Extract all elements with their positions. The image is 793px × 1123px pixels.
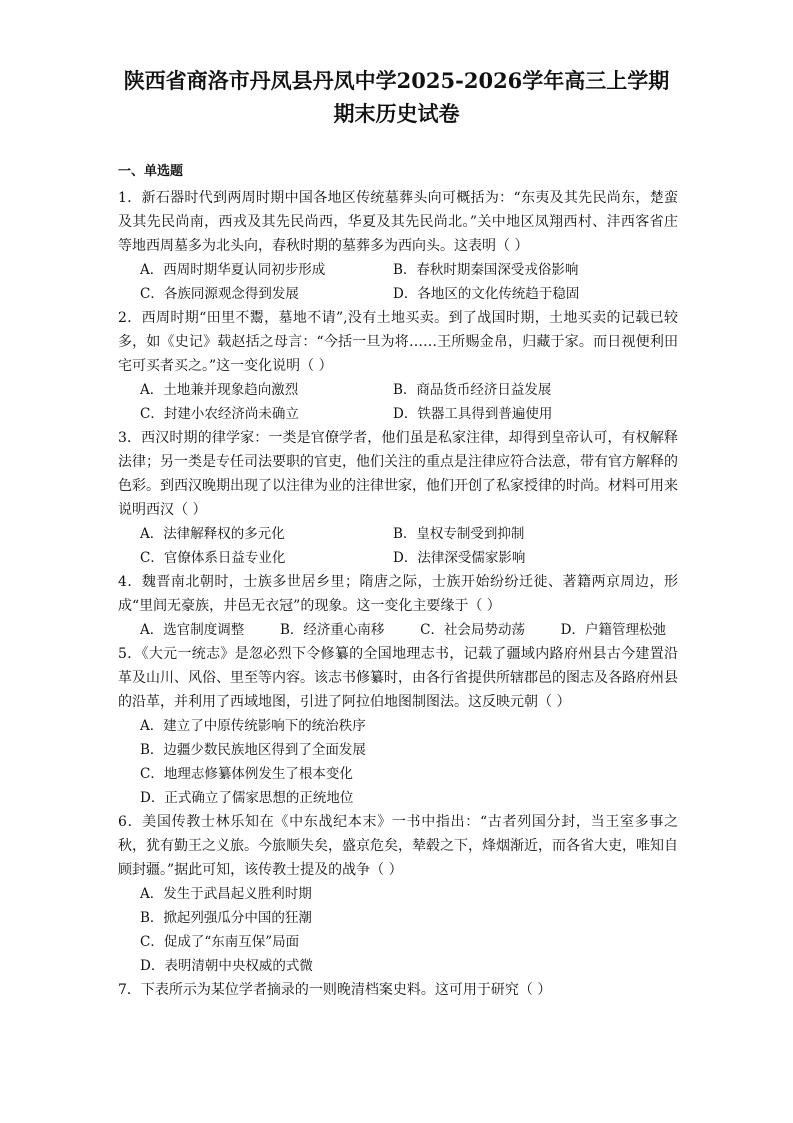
option-c[interactable]: C．官僚体系日益专业化 [140,550,286,566]
option-b[interactable]: B．经济重心南移 [279,622,385,638]
section-heading: 一、单选题 [118,164,184,179]
question-3 [118,426,678,570]
option-d[interactable]: D．铁器工具得到普遍使用 [393,406,553,422]
option-d[interactable]: D．户籍管理松弛 [560,622,666,638]
question-5 [118,642,678,810]
question-options [140,714,678,810]
question-options [140,378,678,426]
option-b[interactable]: B．皇权专制受到抑制 [393,526,525,542]
option-d[interactable]: D．各地区的文化传统趋于稳固 [393,286,580,302]
question-4 [118,570,678,642]
option-b[interactable]: B．商品货币经济日益发展 [393,382,552,398]
option-b[interactable]: B．边疆少数民族地区得到了全面发展 [140,742,366,758]
option-d[interactable]: D．法律深受儒家影响 [393,550,526,566]
option-c[interactable]: C．封建小农经济尚未确立 [140,406,299,422]
option-c[interactable]: C．促成了“东南互保”局面 [140,934,300,950]
option-c[interactable]: C．社会局势动荡 [420,622,525,638]
title-line-1: 陕西省商洛市丹凤县丹凤中学2025-2026学年高三上学期 [123,68,670,93]
question-options [140,258,678,306]
option-a[interactable]: A．西周时期华夏认同初步形成 [140,262,326,278]
option-a[interactable]: A．选官制度调整 [140,622,245,638]
question-stem: 5．《大元一统志》是忽必烈下令修纂的全国地理志书，记载了疆域内路府州县古今建置沿革及山川、风俗、里至等内容。该志书修纂时，由各行省提供所辖郡邑的图志及各路府州县的沿革，并利用了西域地图，引进了阿拉伯地图制图法。这反映元朝（ ） [118,646,678,710]
option-a[interactable]: A．发生于武昌起义胜利时期 [140,886,312,902]
question-stem: 3．西汉时期的律学家：一类是官僚学者，他们虽是私家注律，却得到皇帝认可，有权解释法律；另一类是专任司法要职的官吏，他们关注的重点是注律应符合法意，带有官方解释的色彩。到西汉晚期出现了以注律为业的注律世家，他们开创了私家授律的时尚。材料可用来说明西汉（ ） [118,430,678,518]
question-list [118,186,678,1002]
question-options [140,882,678,978]
question-stem: 7．下表所示为某位学者摘录的一则晚清档案史料。这可用于研究（ ） [118,982,552,998]
option-c[interactable]: C．各族同源观念得到发展 [140,286,299,302]
option-d[interactable]: D．正式确立了儒家思想的正统地位 [140,790,354,806]
title-line-2: 期末历史试卷 [333,101,460,126]
option-a[interactable]: A．土地兼并现象趋向激烈 [140,382,299,398]
question-options [140,618,666,642]
question-stem: 4．魏晋南北朝时，士族多世居乡里；隋唐之际，士族开始纷纷迁徙、著籍两京周边，形成“里闾无豪族，井邑无衣冠”的现象。这一变化主要缘于（ ） [118,574,678,614]
option-b[interactable]: B．掀起列强瓜分中国的狂潮 [140,910,312,926]
option-c[interactable]: C．地理志修纂体例发生了根本变化 [140,766,353,782]
question-stem: 2．西周时期“田里不鬻，墓地不请”,没有土地买卖。到了战国时期，土地买卖的记载已较多，如《史记》载赵括之母言：“今括一旦为将……王所赐金帛，归藏于家。而日视便利田宅可买者买之。”这一变化说明（ ） [118,310,678,374]
question-7 [118,978,678,1002]
question-stem: 6．美国传教士林乐知在《中东战纪本末》一书中指出：“古者列国分封，当王室多事之秋，犹有勤王之义旅。今旅顺失矣，盛京危矣，辇毂之下，烽烟渐近，而各省大吏，唯知自顾封疆。”据此可知，该传教士提及的战争（ ） [118,814,678,878]
question-stem: 1．新石器时代到两周时期中国各地区传统墓葬头向可概括为：“东夷及其先民尚东，楚蛮及其先民尚南，西戎及其先民尚西，华夏及其先民尚北。”关中地区凤翔西村、沣西客省庄等地西周墓多为北头向，春秋时期的墓葬多为西向头。这表明（ ） [118,190,678,254]
question-6 [118,810,678,978]
option-a[interactable]: A．法律解释权的多元化 [140,526,285,542]
option-a[interactable]: A．建立了中原传统影响下的统治秩序 [140,718,366,734]
question-options [140,522,678,570]
question-2 [118,306,678,426]
option-d[interactable]: D．表明清朝中央权威的式微 [140,958,313,974]
question-1 [118,186,678,306]
exam-title [0,64,793,130]
option-b[interactable]: B．春秋时期秦国深受戎俗影响 [393,262,579,278]
